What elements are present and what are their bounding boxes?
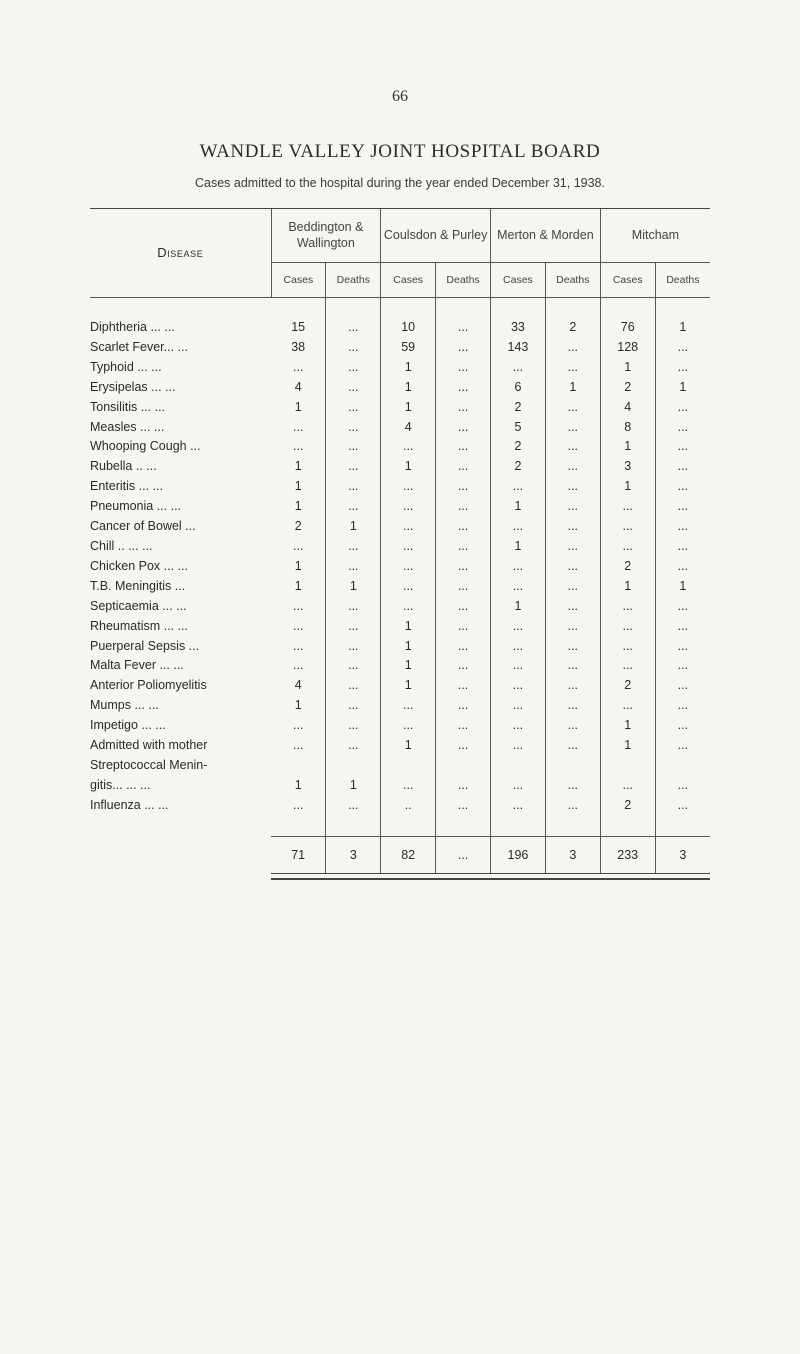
cases-cell: ... (271, 597, 326, 617)
deaths-cell: ... (545, 637, 600, 657)
cases-cell: 1 (600, 437, 655, 457)
cases-cell: ... (491, 656, 546, 676)
disease-column-header: Disease (90, 209, 271, 298)
cases-cell: 1 (271, 398, 326, 418)
deaths-cell: ... (436, 477, 491, 497)
cases-cell: ... (491, 637, 546, 657)
cases-cell: ... (600, 497, 655, 517)
cases-cell: ... (381, 716, 436, 736)
cases-cell: 10 (381, 318, 436, 338)
table-row (90, 517, 710, 537)
deaths-subheader: Deaths (436, 262, 491, 297)
table-row (90, 756, 710, 776)
cases-subheader: Cases (381, 262, 436, 297)
deaths-cell: 2 (545, 318, 600, 338)
cases-cell (381, 756, 436, 776)
deaths-cell: ... (677, 558, 689, 573)
cases-cell: 1 (600, 358, 655, 378)
cases-cell: 1 (491, 537, 546, 557)
cases-cell: ... (600, 656, 655, 676)
cases-cell: 1 (381, 398, 436, 418)
cases-cell: 2 (491, 437, 546, 457)
group-header: Coulsdon & Purley (381, 209, 491, 262)
deaths-cell (436, 756, 491, 776)
deaths-cell: ... (326, 617, 381, 637)
cases-cell: ... (491, 477, 546, 497)
deaths-cell: ... (326, 477, 381, 497)
table-row (90, 497, 710, 517)
cases-cell: ... (271, 637, 326, 657)
group-header: Mitcham (600, 209, 710, 262)
deaths-cell: ... (545, 796, 600, 816)
cases-cell: 4 (381, 418, 436, 438)
table-row (90, 716, 710, 736)
deaths-cell: ... (436, 656, 491, 676)
cases-cell: 2 (600, 676, 655, 696)
cases-cell: 1 (381, 676, 436, 696)
deaths-cell: ... (677, 538, 689, 553)
deaths-cell: ... (545, 557, 600, 577)
cases-cell: ... (600, 537, 655, 557)
deaths-cell: ... (436, 358, 491, 378)
deaths-subheader: Deaths (545, 262, 600, 297)
cases-cell: 1 (271, 696, 326, 716)
table-row (90, 378, 710, 398)
cases-cell: 1 (491, 497, 546, 517)
cases-cell: ... (381, 537, 436, 557)
deaths-cell: ... (436, 617, 491, 637)
table-row (90, 776, 710, 796)
deaths-cell: ... (545, 617, 600, 637)
deaths-cell: ... (677, 339, 689, 354)
cases-cell: ... (381, 776, 436, 796)
deaths-cell: ... (677, 519, 689, 534)
deaths-cell: ... (545, 736, 600, 756)
cases-cell: ... (381, 557, 436, 577)
deaths-cell: ... (326, 437, 381, 457)
disease-name: Streptococcal Menin- (90, 757, 208, 772)
deaths-cell: ... (677, 738, 689, 753)
cases-cell: ... (491, 358, 546, 378)
deaths-cell: ... (326, 398, 381, 418)
deaths-cell: ... (326, 557, 381, 577)
deaths-cell: ... (326, 796, 381, 816)
deaths-cell: ... (677, 459, 689, 474)
cases-cell: 59 (381, 338, 436, 358)
deaths-cell: ... (436, 696, 491, 716)
disease-name: Typhoid ... ... (90, 359, 162, 374)
deaths-cell: ... (436, 398, 491, 418)
deaths-cell: ... (545, 338, 600, 358)
total-deaths-cell: 3 (655, 836, 710, 873)
total-deaths-cell: ... (436, 836, 491, 873)
table-row (90, 437, 710, 457)
cases-cell: 1 (381, 617, 436, 637)
cases-cell: ... (271, 537, 326, 557)
table-row (90, 418, 710, 438)
deaths-subheader: Deaths (326, 262, 381, 297)
deaths-cell: ... (326, 338, 381, 358)
deaths-cell: ... (677, 638, 689, 653)
cases-cell: 2 (600, 378, 655, 398)
deaths-cell: ... (326, 736, 381, 756)
cases-cell: 1 (381, 378, 436, 398)
deaths-cell: ... (545, 398, 600, 418)
total-deaths-cell: 3 (545, 836, 600, 873)
cases-cell: ... (600, 776, 655, 796)
cases-subheader: Cases (271, 262, 326, 297)
deaths-cell: ... (326, 716, 381, 736)
disease-name: Diphtheria ... ... (90, 320, 175, 334)
cases-cell: ... (491, 696, 546, 716)
cases-cell: 1 (381, 457, 436, 477)
deaths-cell: ... (545, 577, 600, 597)
deaths-cell: 1 (326, 517, 381, 537)
deaths-cell: ... (436, 497, 491, 517)
cases-cell: ... (271, 418, 326, 438)
deaths-cell: ... (545, 437, 600, 457)
table-row (90, 537, 710, 557)
deaths-cell: ... (545, 597, 600, 617)
cases-cell: ... (381, 437, 436, 457)
cases-cell: 6 (491, 378, 546, 398)
disease-name: Erysipelas ... ... (90, 379, 176, 394)
disease-name: Pneumonia ... ... (90, 499, 182, 514)
deaths-cell: ... (436, 318, 491, 338)
table-body (90, 298, 710, 873)
deaths-cell: 1 (545, 378, 600, 398)
cases-cell: .. (381, 796, 436, 816)
cases-cell: 4 (271, 676, 326, 696)
cases-cell: 1 (271, 497, 326, 517)
cases-cell: ... (381, 477, 436, 497)
disease-name: Measles ... ... (90, 419, 165, 434)
deaths-cell: ... (677, 359, 689, 374)
cases-cell: 1 (381, 656, 436, 676)
cases-cell: 4 (271, 378, 326, 398)
page-title: WANDLE VALLEY JOINT HOSPITAL BOARD (199, 141, 601, 162)
deaths-cell: ... (545, 696, 600, 716)
deaths-cell: ... (436, 437, 491, 457)
deaths-cell: ... (677, 718, 689, 733)
disease-name: Impetigo ... ... (90, 718, 166, 733)
disease-name: gitis... ... ... (90, 777, 151, 792)
disease-name: Rheumatism ... ... (90, 618, 188, 633)
table-row (90, 656, 710, 676)
table-row (90, 318, 710, 338)
table-row (90, 637, 710, 657)
cases-cell: ... (271, 716, 326, 736)
deaths-cell: ... (545, 776, 600, 796)
table-bottom-rule (271, 873, 710, 880)
cases-cell (491, 756, 546, 776)
deaths-cell: ... (677, 439, 689, 454)
cases-cell: ... (271, 617, 326, 637)
cases-cell: 143 (491, 338, 546, 358)
cases-cell: ... (491, 517, 546, 537)
disease-name: Tonsilitis ... ... (90, 399, 166, 414)
deaths-cell: ... (545, 537, 600, 557)
page-subtitle: Cases admitted to the hospital during the year ended December 31, 1938. (195, 176, 605, 190)
deaths-cell: ... (545, 358, 600, 378)
deaths-cell: ... (436, 338, 491, 358)
deaths-cell: ... (326, 637, 381, 657)
deaths-cell: ... (677, 479, 689, 494)
table-row (90, 676, 710, 696)
cases-cell: 1 (271, 557, 326, 577)
deaths-cell: ... (436, 736, 491, 756)
deaths-cell: ... (677, 399, 689, 414)
cases-cell: 76 (600, 318, 655, 338)
disease-name: Enteritis ... ... (90, 479, 163, 494)
cases-cell: ... (271, 358, 326, 378)
disease-name: Anterior Poliomyelitis (90, 678, 207, 693)
table-row (90, 597, 710, 617)
deaths-cell: ... (545, 656, 600, 676)
cases-cell: 1 (381, 637, 436, 657)
disease-name: Scarlet Fever... ... (90, 339, 188, 354)
deaths-cell: ... (436, 796, 491, 816)
table-row (90, 577, 710, 597)
cases-cell: ... (381, 517, 436, 537)
deaths-cell: ... (677, 678, 689, 693)
deaths-cell: ... (326, 696, 381, 716)
cases-cell: 2 (491, 398, 546, 418)
disease-name: Whooping Cough ... (90, 439, 201, 454)
deaths-cell: ... (326, 457, 381, 477)
cases-cell: ... (600, 637, 655, 657)
deaths-cell: ... (677, 777, 689, 792)
deaths-cell: ... (436, 457, 491, 477)
cases-cell: 33 (491, 318, 546, 338)
cases-cell: ... (491, 617, 546, 637)
admissions-table-container (90, 208, 710, 880)
cases-cell (600, 756, 655, 776)
table-row (90, 477, 710, 497)
cases-cell: ... (600, 696, 655, 716)
deaths-cell: ... (436, 537, 491, 557)
cases-cell: ... (491, 676, 546, 696)
deaths-cell: ... (436, 418, 491, 438)
cases-cell: 1 (381, 736, 436, 756)
table-row (90, 398, 710, 418)
deaths-cell: ... (436, 597, 491, 617)
deaths-cell: ... (677, 419, 689, 434)
cases-cell: ... (381, 696, 436, 716)
cases-cell: 1 (381, 358, 436, 378)
deaths-cell: ... (326, 418, 381, 438)
deaths-cell: 1 (679, 578, 687, 593)
spacer-row (90, 816, 710, 837)
table-row (90, 617, 710, 637)
deaths-cell: ... (677, 499, 689, 514)
cases-subheader: Cases (600, 262, 655, 297)
deaths-cell: ... (436, 716, 491, 736)
cases-cell: ... (271, 796, 326, 816)
cases-cell: 5 (491, 418, 546, 438)
cases-cell: ... (491, 557, 546, 577)
total-cases-cell: 196 (491, 836, 546, 873)
table-row (90, 696, 710, 716)
deaths-cell (326, 756, 381, 776)
deaths-cell: 1 (679, 320, 687, 334)
cases-cell: 1 (600, 736, 655, 756)
deaths-cell: ... (436, 378, 491, 398)
cases-cell: 1 (271, 477, 326, 497)
cases-cell: 1 (271, 776, 326, 796)
cases-cell: ... (271, 656, 326, 676)
table-row (90, 338, 710, 358)
cases-cell: ... (491, 796, 546, 816)
deaths-cell: ... (326, 318, 381, 338)
disease-name: Puerperal Sepsis ... (90, 638, 200, 653)
cases-cell: ... (381, 577, 436, 597)
disease-name: Mumps ... ... (90, 698, 159, 713)
deaths-cell: ... (677, 658, 689, 673)
table-row (90, 358, 710, 378)
disease-name: Malta Fever ... ... (90, 658, 184, 673)
total-cases-cell: 82 (381, 836, 436, 873)
cases-cell: 38 (271, 338, 326, 358)
cases-cell: 4 (600, 398, 655, 418)
cases-cell: ... (491, 736, 546, 756)
page-number: 66 (392, 88, 408, 105)
deaths-cell: ... (545, 418, 600, 438)
cases-cell: 2 (491, 457, 546, 477)
deaths-cell (655, 756, 710, 776)
cases-cell: ... (271, 437, 326, 457)
deaths-cell: ... (677, 598, 689, 613)
cases-cell: 1 (600, 716, 655, 736)
cases-cell: 1 (600, 477, 655, 497)
deaths-cell: ... (677, 797, 689, 812)
deaths-cell: ... (545, 517, 600, 537)
total-deaths-cell: 3 (326, 836, 381, 873)
deaths-cell: 1 (326, 776, 381, 796)
cases-cell: ... (600, 517, 655, 537)
disease-name: Admitted with mother (90, 738, 208, 753)
cases-cell: ... (491, 577, 546, 597)
deaths-cell: 1 (326, 577, 381, 597)
cases-cell: ... (381, 597, 436, 617)
deaths-cell: ... (677, 618, 689, 633)
disease-name: Rubella .. ... (90, 459, 157, 474)
deaths-cell: ... (436, 577, 491, 597)
deaths-cell (545, 756, 600, 776)
cases-cell: ... (271, 736, 326, 756)
disease-name: Cancer of Bowel ... (90, 519, 196, 534)
deaths-cell: ... (326, 676, 381, 696)
cases-cell: 8 (600, 418, 655, 438)
deaths-cell: ... (326, 656, 381, 676)
totals-label-blank (90, 836, 271, 873)
total-cases-cell: 233 (600, 836, 655, 873)
disease-name: T.B. Meningitis ... (90, 578, 186, 593)
deaths-cell: 1 (679, 379, 687, 394)
deaths-cell: ... (677, 698, 689, 713)
cases-cell (271, 756, 326, 776)
cases-cell: 1 (271, 457, 326, 477)
deaths-cell: ... (545, 676, 600, 696)
table-row (90, 557, 710, 577)
deaths-cell: ... (436, 517, 491, 537)
total-cases-cell: 71 (271, 836, 326, 873)
deaths-cell: ... (436, 557, 491, 577)
cases-cell: ... (600, 617, 655, 637)
cases-cell: 3 (600, 457, 655, 477)
totals-row (90, 836, 710, 873)
cases-cell: 2 (600, 557, 655, 577)
cases-cell: 2 (600, 796, 655, 816)
cases-cell: 1 (271, 577, 326, 597)
deaths-cell: ... (436, 776, 491, 796)
deaths-cell: ... (436, 676, 491, 696)
deaths-cell: ... (436, 637, 491, 657)
deaths-cell: ... (326, 497, 381, 517)
cases-cell: 2 (271, 517, 326, 537)
admissions-table (90, 209, 710, 873)
deaths-cell: ... (326, 378, 381, 398)
table-row (90, 736, 710, 756)
cases-subheader: Cases (491, 262, 546, 297)
deaths-cell: ... (545, 497, 600, 517)
spacer-row (90, 298, 710, 319)
table-row (90, 796, 710, 816)
disease-name: Chill .. ... ... (90, 538, 153, 553)
disease-name: Septicaemia ... ... (90, 598, 187, 613)
deaths-cell: ... (326, 537, 381, 557)
cases-cell: ... (491, 716, 546, 736)
cases-cell: ... (381, 497, 436, 517)
disease-name: Chicken Pox ... ... (90, 558, 188, 573)
deaths-cell: ... (545, 457, 600, 477)
disease-name: Influenza ... ... (90, 797, 169, 812)
cases-cell: 1 (491, 597, 546, 617)
deaths-cell: ... (545, 477, 600, 497)
deaths-subheader: Deaths (655, 262, 710, 297)
deaths-cell: ... (545, 716, 600, 736)
cases-cell: 1 (600, 577, 655, 597)
group-header: Beddington & Wallington (271, 209, 381, 262)
deaths-cell: ... (326, 358, 381, 378)
cases-cell: ... (491, 776, 546, 796)
cases-cell: 15 (271, 318, 326, 338)
table-row (90, 457, 710, 477)
group-header: Merton & Morden (491, 209, 601, 262)
cases-cell: 128 (600, 338, 655, 358)
deaths-cell: ... (326, 597, 381, 617)
cases-cell: ... (600, 597, 655, 617)
